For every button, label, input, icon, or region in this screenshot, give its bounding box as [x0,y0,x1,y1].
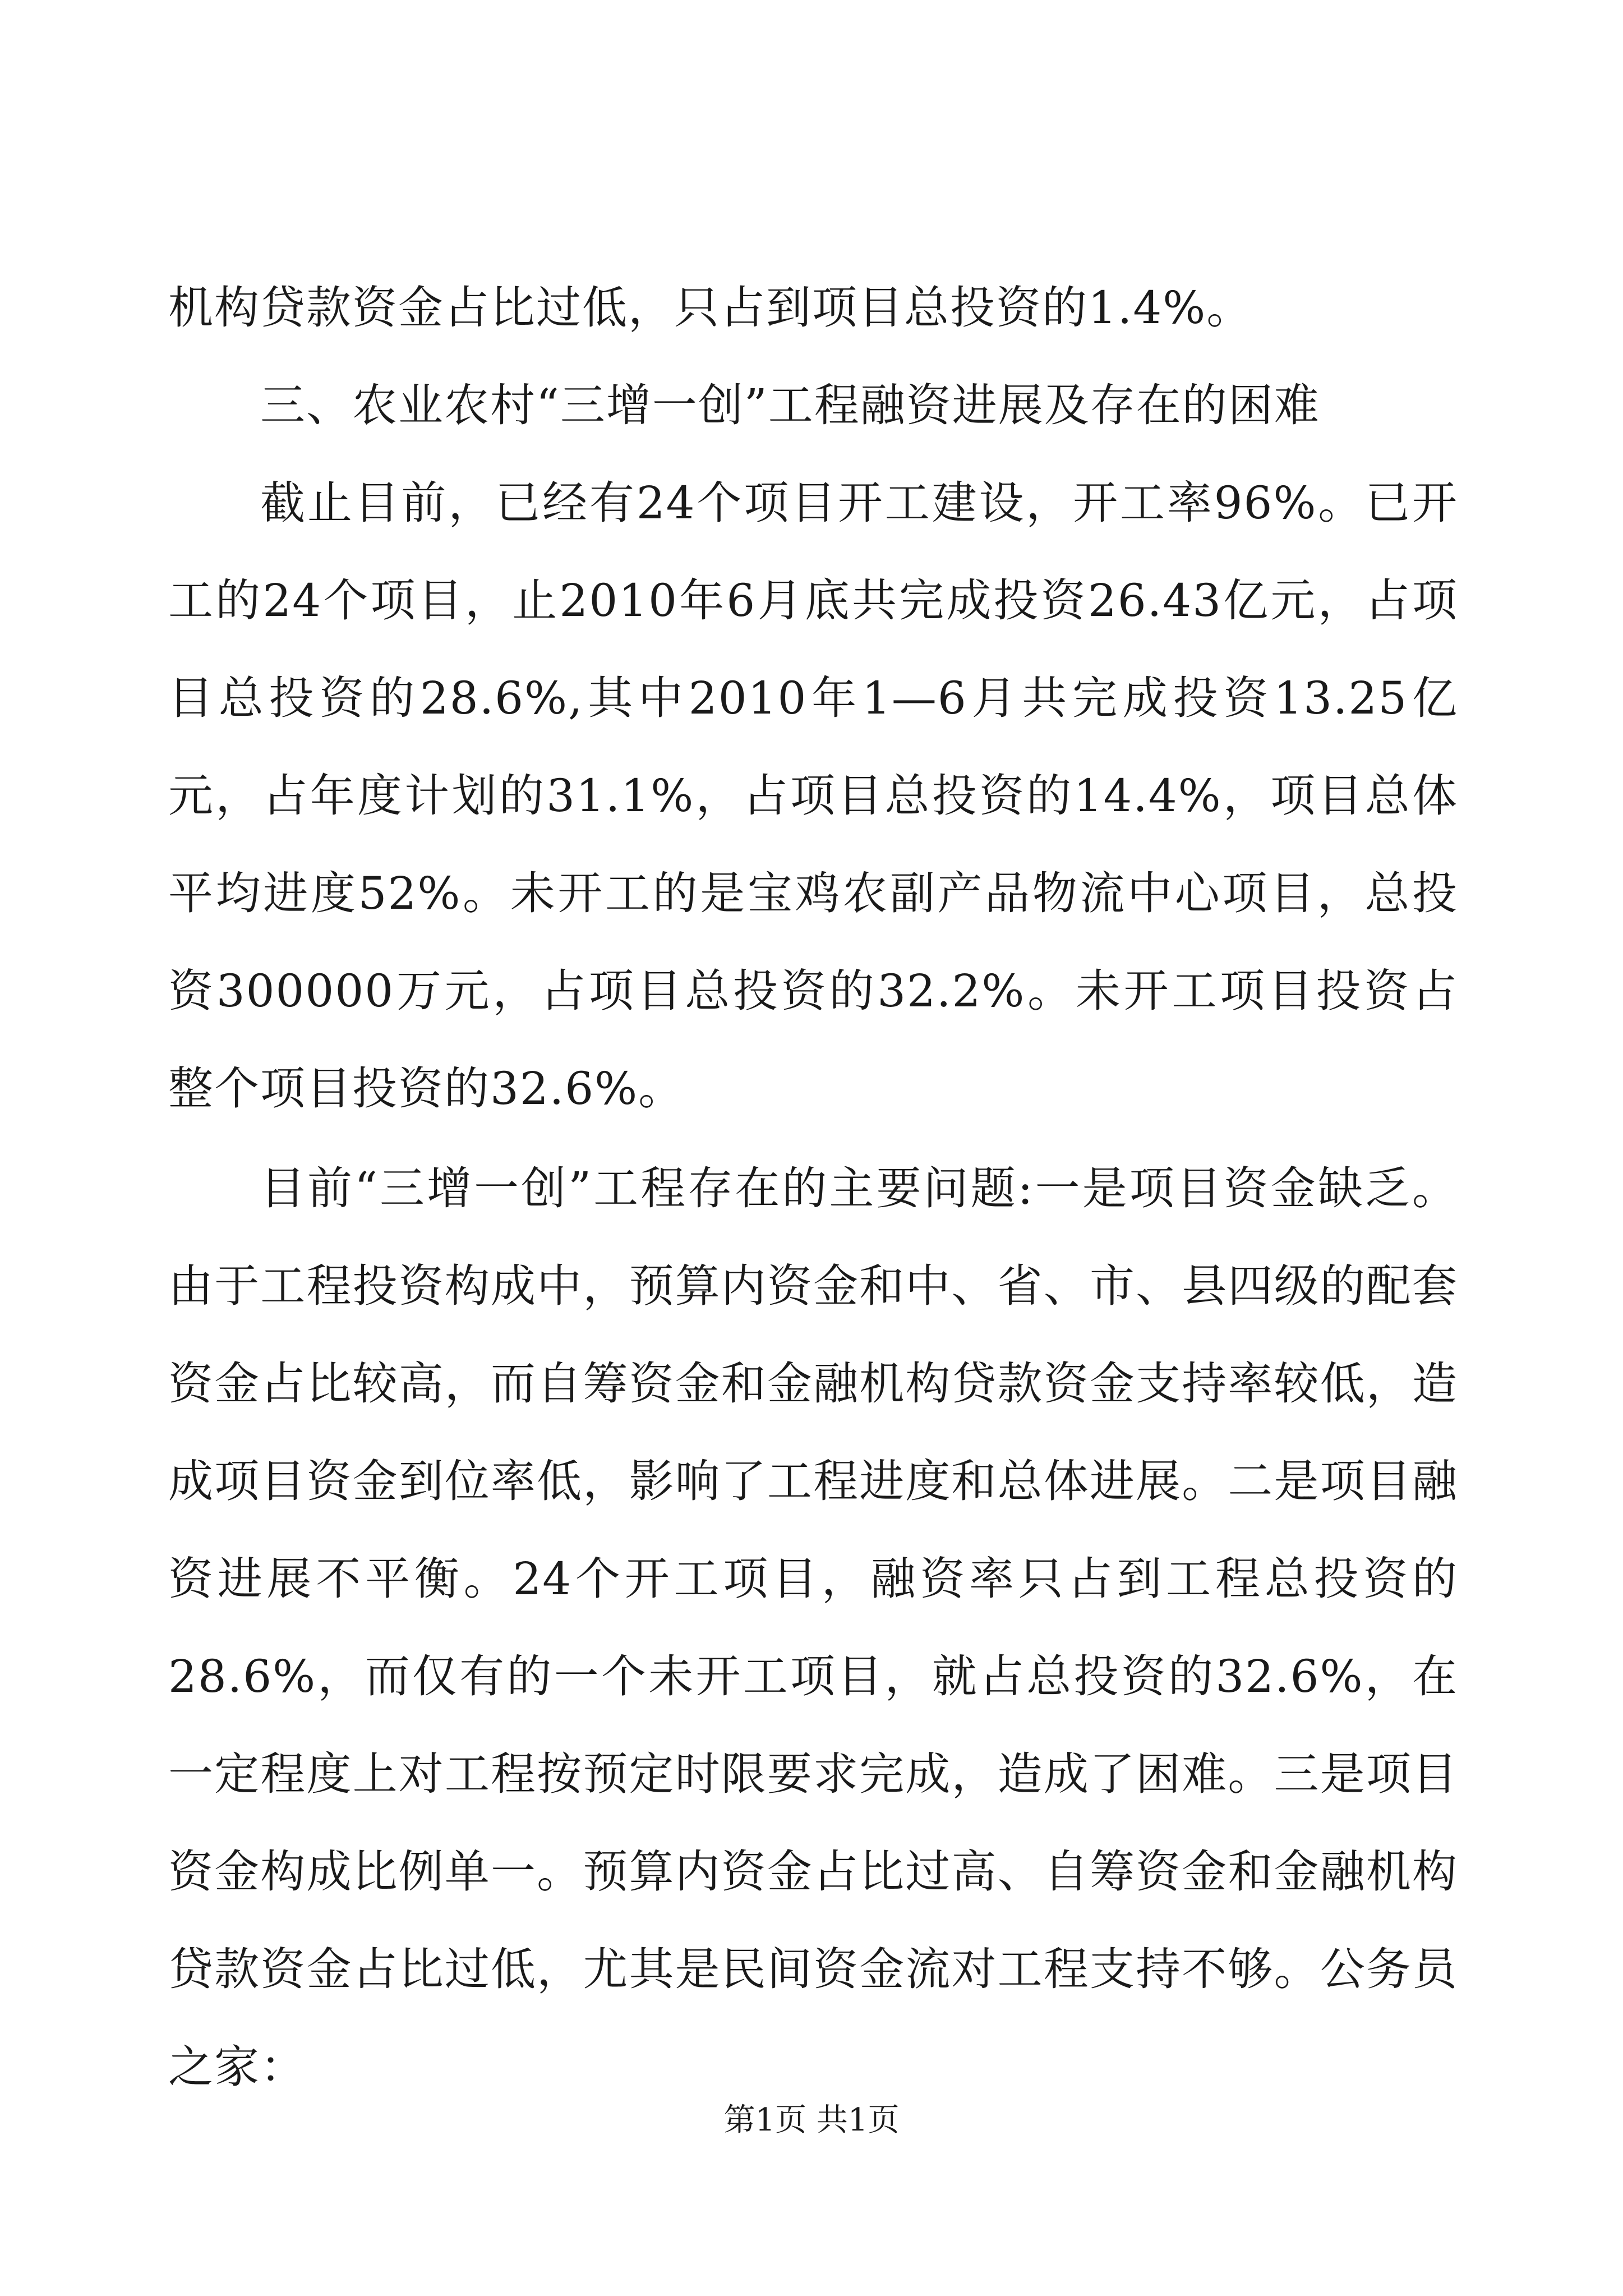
paragraph-progress: 截止目前，已经有24个项目开工建设，开工率96%。已开工的24个项目，止2010年6月底共完成投资26.43亿元，占项目总投资的28.6%,其中2010年1—6月共完成投资13.25亿元，占年度计划的31.1%，占项目总投资的14.4%，项目总体平均进度52%。未开工的是宝鸡农副产品物流中心项目，总投资300000万元，占项目总投资的32.2%。未开工项目投资占整个项目投资的32.6%。 [168,477,1458,1115]
paragraph-1: 机构贷款资金占比过低，只占到项目总投资的1.4%。 [168,282,1253,334]
section-heading-3: 三、农业农村“三增一创”工程融资进展及存在的困难 [260,379,1320,431]
page-footer: 第1页 共1页 [723,2102,900,2138]
document-body [168,259,1458,2116]
paragraph-problems: 目前“三增一创”工程存在的主要问题:一是项目资金缺乏。由于工程投资构成中，预算内资金和中、省、市、县四级的配套资金占比较高，而自筹资金和金融机构贷款资金支持率较低，造成项目资金到位率低，影响了工程进度和总体进展。二是项目融资进展不平衡。24个开工项目，融资率只占到工程总投资的28.6%，而仅有的一个未开工项目，就占总投资的32.6%，在一定程度上对工程按预定时限要求完成，造成了困难。三是项目资金构成比例单一。预算内资金占比过高、自筹资金和金融机构贷款资金占比过低，尤其是民间资金流对工程支持不够。公务员之家： [168,1162,1458,2093]
